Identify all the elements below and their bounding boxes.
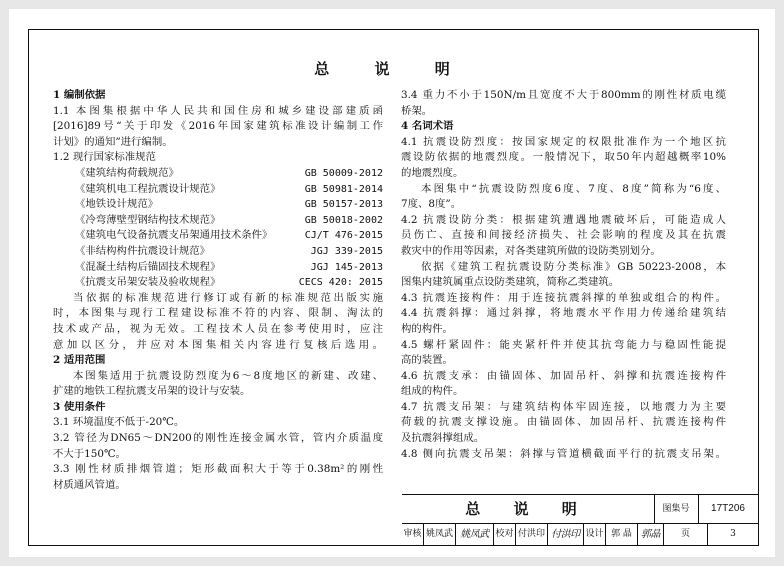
- standard-item: [53, 166, 383, 182]
- text-line: 3.4 重力不小于150N/m且宽度不大于800mm的刚性材质电缆: [401, 89, 726, 101]
- section-heading: 4 名词术语: [401, 120, 454, 133]
- standard-name: 《混凝土结构后锚固技术规程》: [75, 260, 221, 273]
- text-line: 员伤亡、直接和间接经济损失、社会影响的程度及其在抗震: [401, 229, 726, 242]
- standard-code: GB 50157-2013: [304, 199, 383, 211]
- text-line: 震设防依据的地震烈度。一般情况下，取50年内超越概率10%: [401, 151, 726, 164]
- designer-name: 郭 晶: [606, 523, 638, 546]
- text-line: 4.7 抗震支吊架：与建筑结构体牢固连接，以地震力为主要: [401, 400, 726, 413]
- text-line: 4.1 抗震设防烈度：按国家规定的权限批准作为一个地区抗: [401, 135, 726, 148]
- standard-code: JGJ 145-2013: [310, 261, 383, 273]
- atlas-number-label: 图集号: [662, 504, 690, 514]
- text-line: 4.4 抗震斜撑：通过斜撑，将地震水平作用力传递给建筑结: [401, 307, 726, 320]
- text-line: 本图集适用于抗震设防烈度为6～8度地区的新建、改建、: [73, 369, 383, 382]
- standard-item: [53, 213, 383, 229]
- page-number: 3: [730, 529, 736, 539]
- standard-item: [53, 182, 383, 198]
- proofreader-name: 付洪印: [516, 523, 548, 546]
- text-line: 不大于150℃。: [53, 447, 127, 460]
- text-line: 的地震烈度。: [401, 166, 464, 179]
- title-block-title: 总 说 明: [465, 500, 591, 518]
- standard-item: [53, 244, 383, 260]
- text-line: [2016]89号“关于印发《2016年国家建筑标准设计编制工作: [53, 120, 383, 133]
- text-line: 4.2 抗震设防分类：根据建筑遭遇地震破坏后，可能造成人: [401, 213, 726, 226]
- text-line: 图集内建筑属重点设防类建筑，简称乙类建筑。: [401, 276, 620, 289]
- signature-row: [402, 523, 758, 546]
- text-line: 救灾中的作用等因素，对各类建筑所做的设防类别划分。: [401, 244, 661, 257]
- text-line: 7度、8度”。: [401, 198, 462, 211]
- text-line: 高的装置。: [401, 354, 453, 367]
- left-column: [53, 88, 383, 493]
- text-line: 3.1 环境温度不低于-20℃。: [53, 416, 185, 429]
- text-line: 当依据的标准规范进行修订或有新的标准规范出版实施: [73, 291, 383, 304]
- standard-item: [53, 197, 383, 213]
- text-line: 扩建的地铁工程抗震支吊架的设计与安装。: [53, 385, 251, 398]
- atlas-number: 17T206: [711, 503, 745, 514]
- standard-item: [53, 275, 383, 291]
- text-line: 4.8 侧向抗震支吊架：斜撑与管道横截面平行的抗震支吊架。: [401, 447, 726, 460]
- page-title: 总 说 明: [314, 60, 470, 78]
- standard-name: 《抗震支吊架安装及验收规程》: [75, 276, 221, 289]
- page-label: 页: [664, 523, 708, 546]
- standard-name: 《建筑结构荷载规范》: [75, 166, 179, 179]
- standard-code: GB 50018-2002: [304, 214, 383, 226]
- reviewer-name: 姚凤武: [424, 523, 456, 546]
- standard-item: [53, 228, 383, 244]
- standard-code: CJ/T 476-2015: [304, 230, 383, 242]
- standard-name: 《冷弯薄壁型钢结构技术规范》: [75, 213, 221, 226]
- design-label: 设计: [584, 523, 606, 546]
- review-label: 审核: [402, 523, 424, 546]
- text-line: 构的构件。: [401, 322, 453, 335]
- text-line: 意加以区分，并应对本图集相关内容进行复核后选用。: [53, 338, 383, 351]
- standard-item: [53, 260, 383, 276]
- standard-code: GB 50981-2014: [304, 183, 383, 195]
- standard-name: 《非结构构件抗震设计规范》: [75, 244, 211, 257]
- standard-code: GB 50009-2012: [304, 167, 383, 179]
- text-line: 4.6 抗震支承：由锚固体、加固吊杆、斜撑和抗震连接构件: [401, 369, 726, 382]
- proofread-label: 校对: [494, 523, 516, 546]
- reviewer-signature: 姚凤武: [456, 523, 494, 546]
- section-heading: 1 编制依据: [53, 89, 106, 101]
- text-line: 3.2 管径为DN65～DN200的刚性连接金属水管，管内介质温度: [53, 432, 383, 445]
- designer-signature: 郭晶: [638, 523, 664, 546]
- right-column: [401, 88, 726, 462]
- section-heading: 3 使用条件: [53, 400, 106, 413]
- standard-name: 《地铁设计规范》: [75, 198, 159, 211]
- standard-name: 《建筑机电工程抗震设计规范》: [75, 182, 221, 195]
- text-line: 荷载的抗震支撑设施。由锚固体、加固吊杆、抗震连接构件: [401, 416, 726, 429]
- text-line: 1.2 现行国家标准规范: [53, 151, 156, 164]
- text-line: 1.1 本图集根据中华人民共和国住房和城乡建设部建质函: [53, 104, 383, 117]
- text-line: 时，本图集与现行工程建设标准不符的内容、限制、淘汰的: [53, 307, 383, 320]
- standard-code: JGJ 339-2015: [310, 245, 383, 257]
- text-line: 桥架。: [401, 104, 433, 117]
- proofreader-signature: 付洪印: [548, 523, 584, 546]
- title-block: [402, 494, 758, 545]
- text-line: 本图集中“抗震设防烈度6度、7度、8度”简称为“6度、: [421, 182, 726, 195]
- text-line: 4.5 螺杆紧固件：能夹紧杆件并使其抗弯能力与稳固性能提: [401, 338, 726, 351]
- section-heading: 2 适用范围: [53, 354, 106, 367]
- text-line: 4.3 抗震连接构件：用于连接抗震斜撑的单独或组合的构件。: [401, 291, 726, 304]
- text-line: 3.3 刚性材质排烟管道；矩形截面积大于等于0.38m²的刚性: [53, 463, 383, 476]
- text-line: 材质通风管道。: [53, 478, 126, 491]
- text-line: 计划》的通知”进行编制。: [53, 135, 173, 148]
- text-line: 及抗震斜撑组成。: [401, 432, 485, 445]
- text-line: 技术或产品，视为无效。工程技术人员在参考使用时，应注: [53, 322, 383, 335]
- standard-code: CECS 420: 2015: [298, 277, 383, 289]
- standard-name: 《建筑电气设备抗震支吊架通用技术条件》: [75, 229, 273, 242]
- text-line: 依据《建筑工程抗震设防分类标准》GB 50223-2008，本: [421, 260, 726, 273]
- text-line: 组成的构件。: [401, 385, 464, 398]
